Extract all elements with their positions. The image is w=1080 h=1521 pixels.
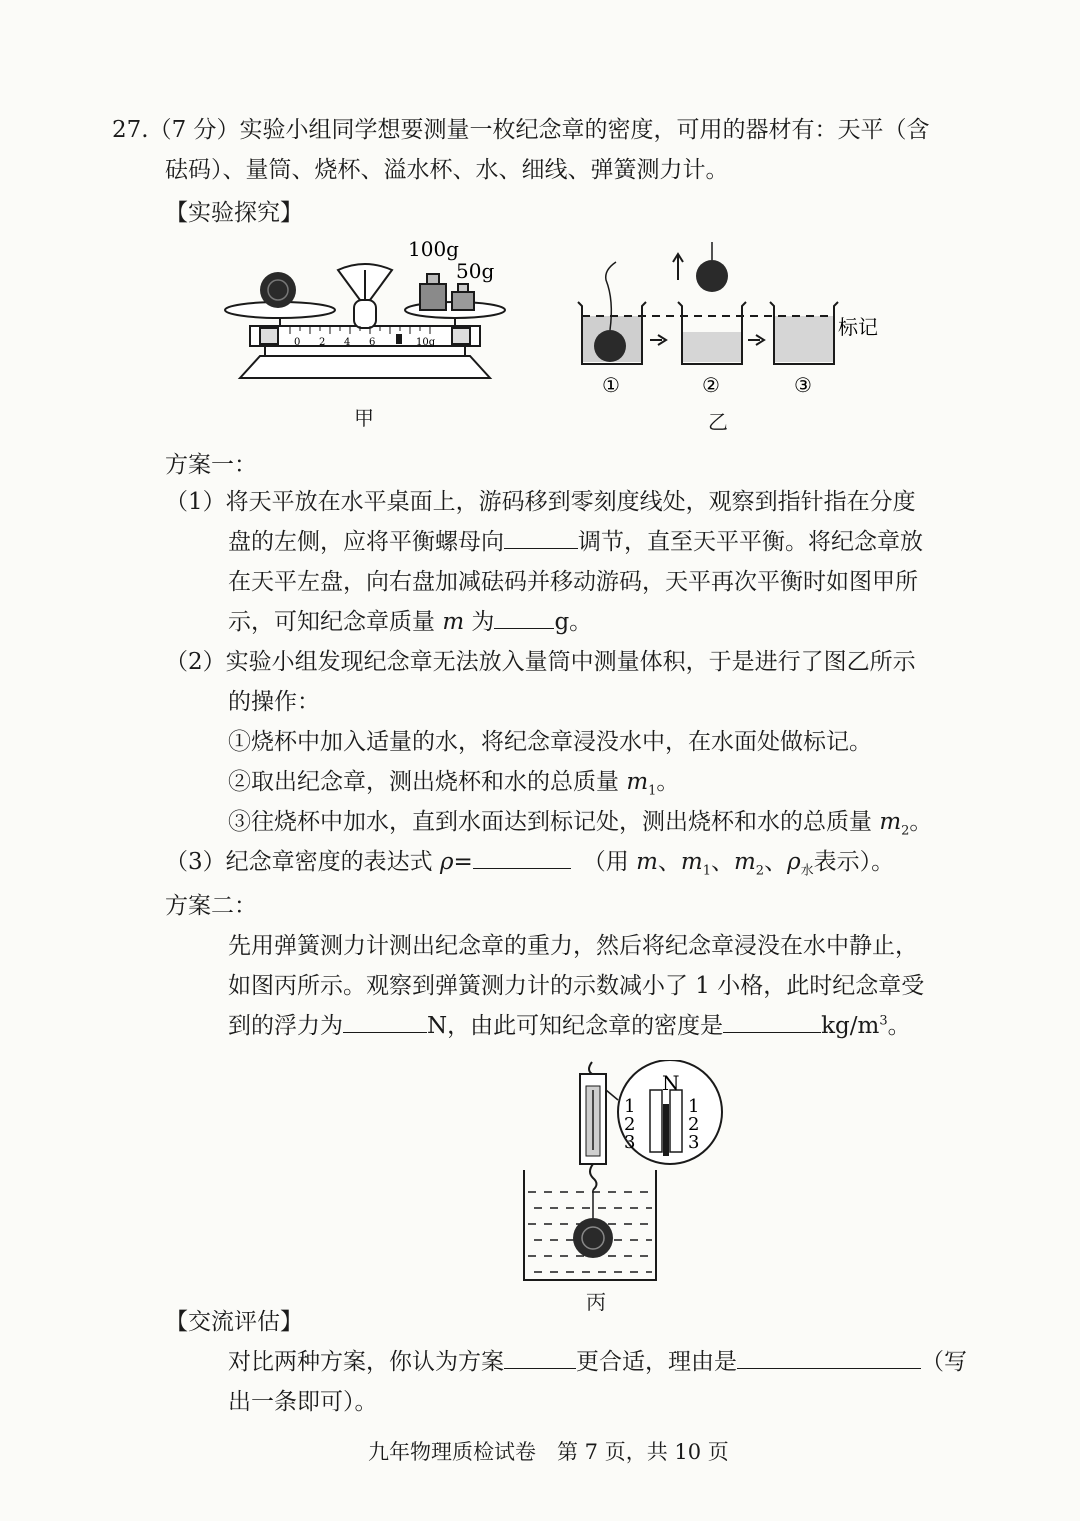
step-2-end: 。 bbox=[656, 769, 680, 795]
medal-lifted-icon bbox=[696, 260, 728, 292]
figure-b-beakers bbox=[570, 240, 890, 400]
plan-2-line-3-end: 。 bbox=[887, 1013, 911, 1039]
plan-1-q1-line-3: 在天平左盘，向右盘加减砝码并移动游码，天平再次平衡时如图甲所 bbox=[228, 569, 918, 595]
mark-label: 标记 bbox=[838, 315, 878, 339]
weight-50g-label: 50g bbox=[456, 259, 495, 283]
plan-1-title: 方案一： bbox=[165, 452, 257, 478]
question-number: 27. bbox=[112, 117, 149, 143]
answer-blank-density-expression[interactable] bbox=[473, 842, 571, 869]
scale-right-2: 2 bbox=[688, 1114, 700, 1135]
section-experiment-heading: 【实验探究】 bbox=[165, 200, 303, 226]
question-intro-line-2: 砝码）、量筒、烧杯、溢水杯、水、细线、弹簧测力计。 bbox=[165, 157, 729, 183]
plan-1-step-2 bbox=[228, 762, 679, 802]
q1-line-4-text-a: 示，可知纪念章质量 bbox=[228, 609, 443, 635]
q3-m1-subscript: 1 bbox=[702, 863, 711, 879]
plan-2-line-2: 如图丙所示。观察到弹簧测力计的示数减小了 1 小格，此时纪念章受 bbox=[228, 973, 925, 999]
mass-variable: m bbox=[442, 609, 465, 635]
scale-left-1: 1 bbox=[624, 1096, 636, 1117]
q3-equals: = bbox=[453, 849, 473, 875]
eval-text-a: 对比两种方案，你认为方案 bbox=[228, 1349, 504, 1375]
plan-1-q1-line-4 bbox=[228, 602, 592, 642]
answer-blank-density[interactable] bbox=[723, 1006, 821, 1033]
scale-left-2: 2 bbox=[624, 1114, 636, 1135]
m1-subscript: 1 bbox=[648, 783, 657, 799]
eval-line-1 bbox=[228, 1342, 967, 1382]
plan-1-step-1: ①烧杯中加入适量的水，将纪念章浸没水中，在水面处做标记。 bbox=[228, 729, 872, 755]
scale-left-3: 3 bbox=[624, 1132, 636, 1153]
plan-2-line-1: 先用弹簧测力计测出纪念章的重力，然后将纪念章浸没在水中静止， bbox=[228, 933, 918, 959]
answer-blank-mass[interactable] bbox=[494, 602, 554, 629]
scale-unit-n: N bbox=[662, 1071, 680, 1095]
q3-m2-subscript: 2 bbox=[755, 863, 765, 879]
answer-blank-reason[interactable] bbox=[737, 1342, 921, 1369]
q3-water-subscript: 水 bbox=[800, 863, 814, 879]
m1-variable: m bbox=[626, 769, 649, 795]
q3-rho-water: ρ bbox=[787, 849, 801, 875]
q3-var-m2: m bbox=[733, 849, 756, 875]
scale-tick-10g: 10g bbox=[416, 337, 436, 348]
step-3-end: 。 bbox=[909, 809, 933, 835]
q3-text: （3）纪念章密度的表达式 bbox=[165, 849, 440, 875]
q3-var-m1: m bbox=[680, 849, 703, 875]
plan-1-q1-line-1: （1）将天平放在水平桌面上，游码移到零刻度线处，观察到指针指在分度 bbox=[165, 489, 916, 515]
m2-variable: m bbox=[879, 809, 902, 835]
plan-1-step-3 bbox=[228, 802, 932, 842]
q1-line-2-text-b: 调节，直至天平平衡。将纪念章放 bbox=[578, 529, 923, 555]
eval-text-b: 更合适，理由是 bbox=[576, 1349, 737, 1375]
scale-right-1: 1 bbox=[688, 1096, 700, 1117]
answer-blank-adjust-direction[interactable] bbox=[504, 522, 578, 549]
scale-tick-2: 2 bbox=[319, 337, 326, 348]
step-3-label: ③ bbox=[794, 373, 812, 397]
question-score: （7 分） bbox=[148, 117, 240, 143]
question-intro-line-1: 实验小组同学想要测量一枚纪念章的密度，可用的器材有：天平（含 bbox=[239, 117, 930, 143]
answer-blank-buoyancy[interactable] bbox=[343, 1006, 427, 1033]
figure-c-spring-scale bbox=[520, 1060, 740, 1288]
q3-sep-1: 、 bbox=[657, 849, 681, 875]
medal-icon bbox=[260, 272, 296, 308]
figure-b-caption: 乙 bbox=[708, 410, 728, 434]
plan-1-q2-line-2: 的操作： bbox=[228, 689, 320, 715]
q3-paren-open: （用 bbox=[582, 849, 637, 875]
weight-100g-label: 100g bbox=[408, 237, 459, 261]
step-1-label: ① bbox=[602, 373, 620, 397]
q1-line-4-unit: g。 bbox=[554, 609, 593, 635]
q3-sep-2: 、 bbox=[710, 849, 734, 875]
q1-line-4-text-b: 为 bbox=[464, 609, 495, 635]
page-footer: 九年物理质检试卷 第 7 页，共 10 页 bbox=[368, 1440, 729, 1464]
scale-tick-0: 0 bbox=[294, 337, 301, 348]
plan-2-line-3-text-a: 到的浮力为 bbox=[228, 1013, 343, 1039]
medal-submerged-icon bbox=[573, 1218, 613, 1258]
plan-2-line-3 bbox=[228, 1006, 911, 1046]
section-evaluation-heading: 【交流评估】 bbox=[165, 1309, 303, 1335]
plan-2-line-3-text-b: N，由此可知纪念章的密度是 bbox=[427, 1013, 724, 1039]
plan-1-q3 bbox=[165, 842, 894, 882]
rho-symbol: ρ bbox=[439, 849, 454, 875]
density-unit: kg/m bbox=[821, 1013, 880, 1039]
plan-1-q1-line-2 bbox=[228, 522, 923, 562]
figure-a-caption: 甲 bbox=[354, 406, 374, 430]
q3-sep-3: 、 bbox=[764, 849, 788, 875]
figure-c-caption: 丙 bbox=[586, 1290, 606, 1314]
eval-text-c: （写 bbox=[921, 1349, 967, 1375]
medal-in-beaker-icon bbox=[594, 330, 626, 362]
scale-tick-4: 4 bbox=[344, 337, 351, 348]
answer-blank-plan-choice[interactable] bbox=[504, 1342, 576, 1369]
figure-a-balance bbox=[220, 228, 510, 388]
step-2-text: ②取出纪念章，测出烧杯和水的总质量 bbox=[228, 769, 627, 795]
step-2-label: ② bbox=[702, 373, 720, 397]
density-unit-exponent: 3 bbox=[879, 1013, 888, 1029]
q3-var-m: m bbox=[636, 849, 658, 875]
scale-tick-6: 6 bbox=[369, 337, 376, 348]
question-header bbox=[112, 110, 930, 150]
m2-subscript: 2 bbox=[901, 823, 910, 839]
step-3-text: ③往烧杯中加水，直到水面达到标记处，测出烧杯和水的总质量 bbox=[228, 809, 880, 835]
q3-paren-close: 表示）。 bbox=[813, 849, 895, 875]
plan-1-q2-line-1: （2）实验小组发现纪念章无法放入量筒中测量体积，于是进行了图乙所示 bbox=[165, 649, 916, 675]
plan-2-title: 方案二： bbox=[165, 893, 257, 919]
scale-right-3: 3 bbox=[688, 1132, 700, 1153]
eval-line-2: 出一条即可）。 bbox=[228, 1389, 378, 1415]
q1-line-2-text-a: 盘的左侧，应将平衡螺母向 bbox=[228, 529, 504, 555]
